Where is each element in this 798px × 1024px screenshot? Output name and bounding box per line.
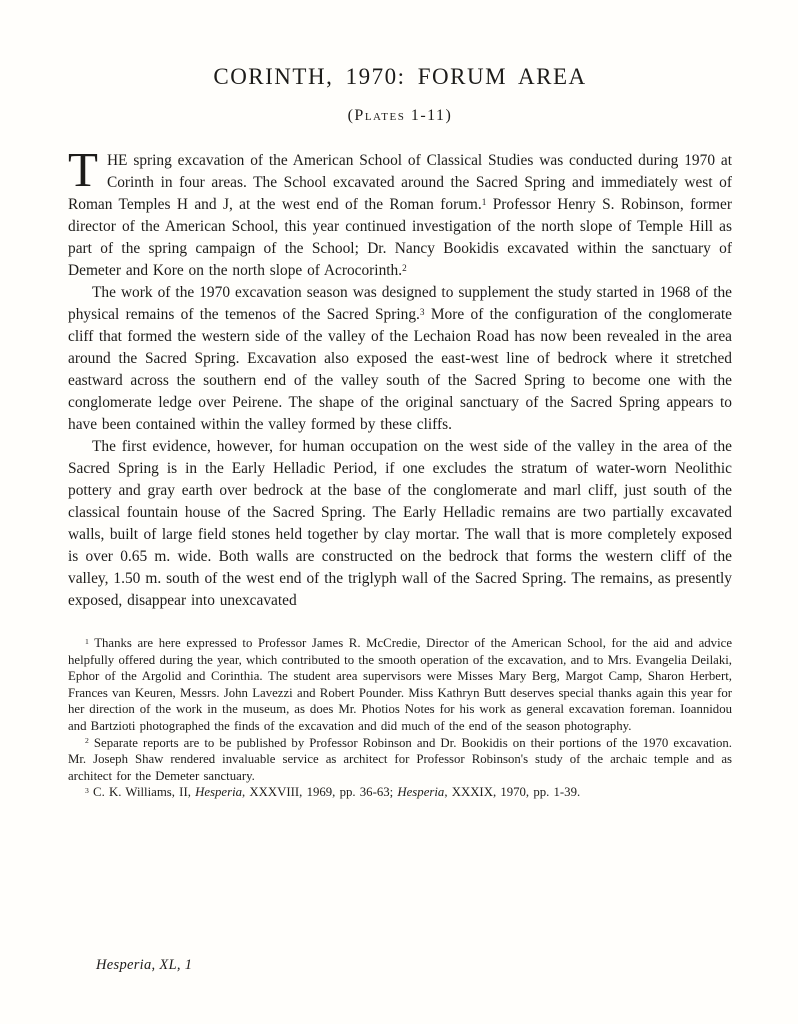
article-body: [68, 142, 733, 612]
footnote-2: $^2$ Separate reports are to be published by Professor Robinson and Dr. Bookidis on their portions of the 1970 excavation. Mr. Joseph Shaw rendered invaluable service as architect for Professor Robinson's study of the archaic temple and as architect for the Demeter sanctuary.: [68, 735, 732, 783]
dropcap-letter: T: [68, 142, 98, 197]
paragraph-3: The first evidence, however, for human occupation on the west side of the valley in the area of the Sacred Spring is in the Early Helladic Period, if one excludes the stratum of water-worn Neolithic pottery and gray earth over bedrock at the base of the conglomerate and marl cliff, just south of the classical fountain house of the Sacred Spring. The Early Helladic remains are two partially excavated walls, built of large field stones held together by clay mortar. The wall that is more completely exposed is over 0.65 m. wide. Both walls are constructed on the bedrock that forms the western cliff of the valley, 1.50 m. south of the west end of the triglyph wall of the Sacred Spring. The remains, as presently exposed, disappear into unexcavated: [68, 438, 732, 609]
paragraph-1-text: HE spring excavation of the American School of Classical Studies was conducted during 1970 at Corinth in four areas. The School excavated around the Sacred Spring and immediately west of Roman Temples H and J, at the west end of the Roman forum.$^1$ Professor Henry S. Robinson, former director of the American School, this year continued investigation of the north slope of Temple Hill as part of the spring campaign of the School; Dr. Nancy Bookidis excavated within the sanctuary of Demeter and Kore on the north slope of Acrocorinth.$^2$: [68, 152, 732, 279]
footnote-1: $^1$ Thanks are here expressed to Professor James R. McCredie, Director of the American School, for the aid and advice helpfully offered during the year, which contributed to the smooth operation of the excavation, and to Mrs. Evangelia Deilaki, Ephor of the Argolid and Corinthia. The student area supervisors were Misses Mary Berg, Margot Camp, Sharon Herbert, Frances van Keuren, Messrs. John Lavezzi and Robert Pounder. Miss Kathryn Butt deserves special thanks again this year for her direction of the work in the museum, as does Mr. Photios Notes for his work as general excavation foreman. Ioannidou and Bartzioti photographed the finds of the excavation and did much of the end of the season photography.: [68, 636, 732, 733]
footnote-3: $^3$ C. K. Williams, II, Hesperia, XXXVIII, 1969, pp. 36-63; Hesperia, XXXIX, 1970, pp. 1-39.: [85, 785, 581, 800]
footnotes-section: [68, 635, 732, 801]
paragraph-2: The work of the 1970 excavation season was designed to supplement the study started in 1968 of the physical remains of the temenos of the Sacred Spring.$^3$ More of the configuration of the conglomerate cliff that formed the western side of the valley of the Lechaion Road has now been revealed in the area around the Sacred Spring. Excavation also exposed the east-west line of bedrock where it stretched eastward across the southern end of the valley south of the Sacred Spring to become one with the conglomerate ledge over Peirene. The shape of the original sanctuary of the Sacred Spring appears to have been contained within the valley formed by these cliffs.: [68, 284, 733, 433]
plates-subtitle: (Plates 1-11): [347, 107, 453, 124]
journal-citation: Hesperia, XL, 1: [96, 957, 193, 973]
paragraph-1: [68, 142, 732, 282]
paper-title: CORINTH, 1970: FORUM AREA: [213, 64, 587, 89]
